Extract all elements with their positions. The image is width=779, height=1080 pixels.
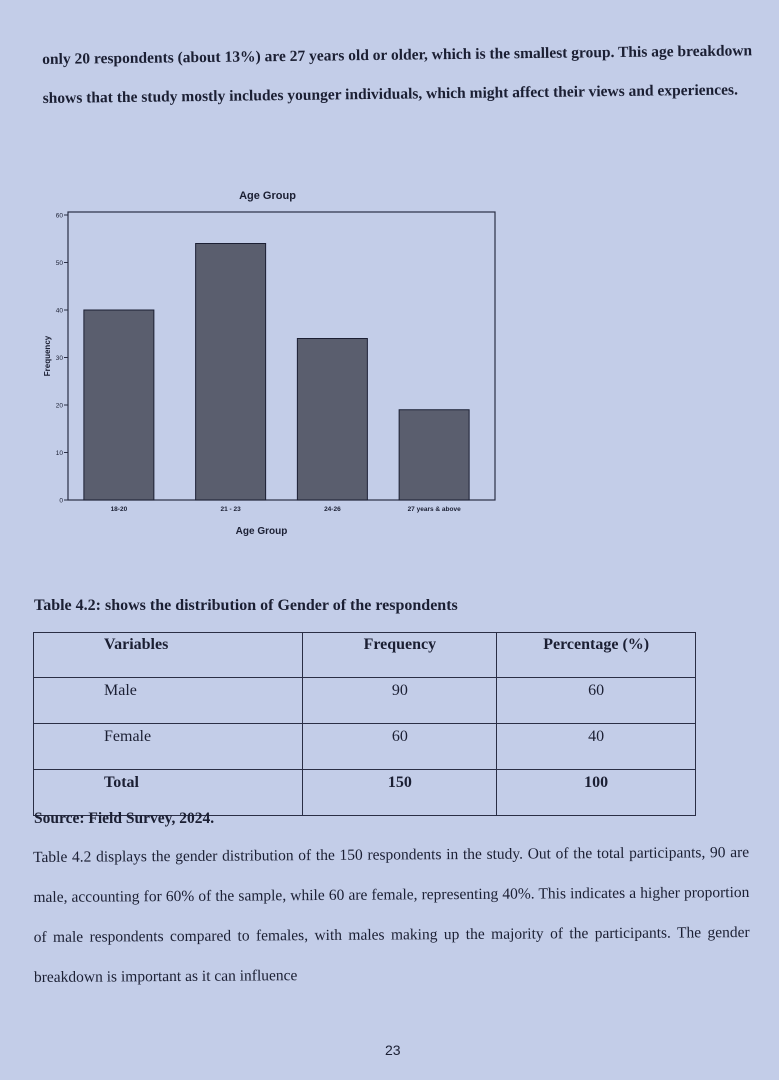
x-tick-label: 27 years & above (407, 506, 461, 513)
table-row (34, 724, 696, 770)
cell-variable: Female (34, 724, 303, 770)
gender-table (33, 632, 696, 816)
bar (297, 339, 367, 501)
table-total-row (34, 770, 696, 816)
cell-percentage: 40 (497, 724, 696, 770)
y-tick-label: 10 (55, 450, 63, 457)
bar (399, 410, 469, 500)
cell-total-frequency: 150 (303, 770, 497, 816)
x-tick-label: 18-20 (110, 506, 128, 513)
cell-variable: Male (34, 678, 303, 724)
header-variables: Variables (34, 633, 303, 678)
body-paragraph: Table 4.2 displays the gender distribution of the 150 respondents in the study. Out of the total participants, 90 are male, accounting for 60% of the sample, while 60 are female, representing 40%. This indicates a higher proportion of male respondents compared to females, with males making up the majority of the participants. The gender breakdown is important as it can influence (33, 844, 750, 986)
chart-title: Age Group (239, 190, 296, 202)
y-tick-label: 30 (55, 355, 63, 362)
age-group-chart (40, 180, 500, 540)
y-axis-label: Frequency (43, 335, 52, 377)
bar (84, 310, 154, 500)
y-tick-label: 60 (55, 212, 63, 220)
cell-total-label: Total (34, 770, 303, 816)
page-number: 23 (385, 1042, 401, 1058)
cell-total-percentage: 100 (497, 770, 696, 816)
y-tick-label: 40 (55, 307, 63, 315)
source-note: Source: Field Survey, 2024. (34, 810, 215, 827)
x-axis-label: Age Group (235, 526, 288, 537)
y-tick-label: 50 (55, 260, 63, 267)
y-tick-label: 0 (59, 497, 63, 505)
cell-frequency: 90 (303, 678, 497, 724)
x-tick-label: 21 - 23 (220, 506, 241, 513)
header-frequency: Frequency (303, 633, 497, 678)
table-row (34, 678, 696, 724)
table-caption: Table 4.2: shows the distribution of Gender of the respondents (34, 597, 458, 614)
header-percentage: Percentage (%) (497, 633, 696, 678)
x-tick-label: 24-26 (324, 506, 341, 513)
age-group-bar-chart (40, 180, 500, 540)
cell-frequency: 60 (303, 724, 497, 770)
intro-paragraph: only 20 respondents (about 13%) are 27 years old or older, which is the smallest group. This age breakdown shows that the study mostly includes younger individuals, which might affect their views and experiences. (42, 42, 753, 107)
cell-percentage: 60 (497, 678, 696, 724)
table-header-row (34, 633, 696, 678)
y-tick-label: 20 (55, 402, 63, 410)
bar (196, 244, 266, 501)
